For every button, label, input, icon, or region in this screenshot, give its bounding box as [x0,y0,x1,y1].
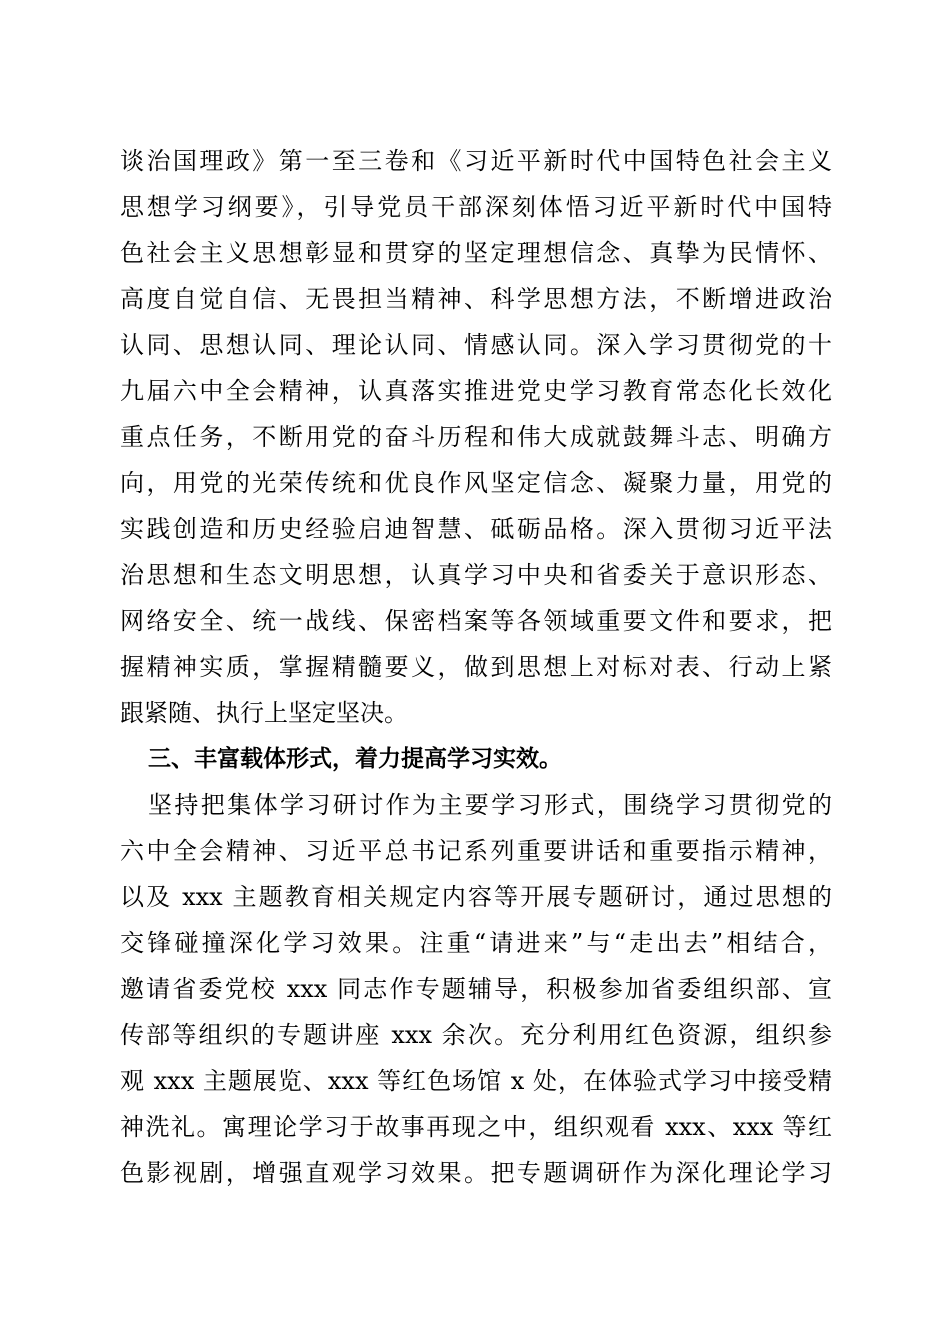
paragraph-line: 跟紧随、执行上坚定坚决。 [120,699,408,727]
paragraph-line: 坚持把集体学习研讨作为主要学习形式，围绕学习贯彻党的 [148,791,832,819]
paragraph-line: 传部等组织的专题讲座 xxx 余次。充分利用红色资源，组织参 [120,1021,832,1049]
paragraph-line: 网络安全、统一战线、保密档案等各领域重要文件和要求，把 [120,607,832,635]
paragraph-line: 握精神实质，掌握精髓要义，做到思想上对标对表、行动上紧 [120,653,832,681]
paragraph-line: 九届六中全会精神，认真落实推进党史学习教育常态化长效化 [120,377,832,405]
paragraph-line: 邀请省委党校 xxx 同志作专题辅导，积极参加省委组织部、宣 [120,975,832,1003]
paragraph-line: 谈治国理政》第一至三卷和《习近平新时代中国特色社会主义 [120,147,832,175]
paragraph-line: 色影视剧，增强直观学习效果。把专题调研作为深化理论学习 [120,1159,832,1187]
paragraph-line: 神洗礼。寓理论学习于故事再现之中，组织观看 xxx、xxx 等红 [120,1113,832,1141]
paragraph-line: 观 xxx 主题展览、xxx 等红色场馆 x 处，在体验式学习中接受精 [120,1067,832,1095]
paragraph-line: 实践创造和历史经验启迪智慧、砥砺品格。深入贯彻习近平法 [120,515,832,543]
paragraph-line: 六中全会精神、习近平总书记系列重要讲话和重要指示精神， [120,837,832,865]
paragraph-line: 以及 xxx 主题教育相关规定内容等开展专题研讨，通过思想的 [120,883,832,911]
paragraph-line: 向，用党的光荣传统和优良作风坚定信念、凝聚力量，用党的 [120,469,832,497]
paragraph-line: 治思想和生态文明思想，认真学习中央和省委关于意识形态、 [120,561,832,589]
paragraph-line: 交锋碰撞深化学习效果。注重“请进来”与“走出去”相结合， [120,929,832,957]
paragraph-line: 色社会主义思想彰显和贯穿的坚定理想信念、真挚为民情怀、 [120,239,832,267]
paragraph-line: 高度自觉自信、无畏担当精神、科学思想方法，不断增进政治 [120,285,832,313]
document-body [120,138,832,1196]
section-heading: 三、丰富载体形式，着力提高学习实效。 [148,746,562,772]
paragraph-line: 思想学习纲要》，引导党员干部深刻体悟习近平新时代中国特 [120,193,832,221]
paragraph-line: 认同、思想认同、理论认同、情感认同。深入学习贯彻党的十 [120,331,832,359]
paragraph-line: 重点任务，不断用党的奋斗历程和伟大成就鼓舞斗志、明确方 [120,423,832,451]
